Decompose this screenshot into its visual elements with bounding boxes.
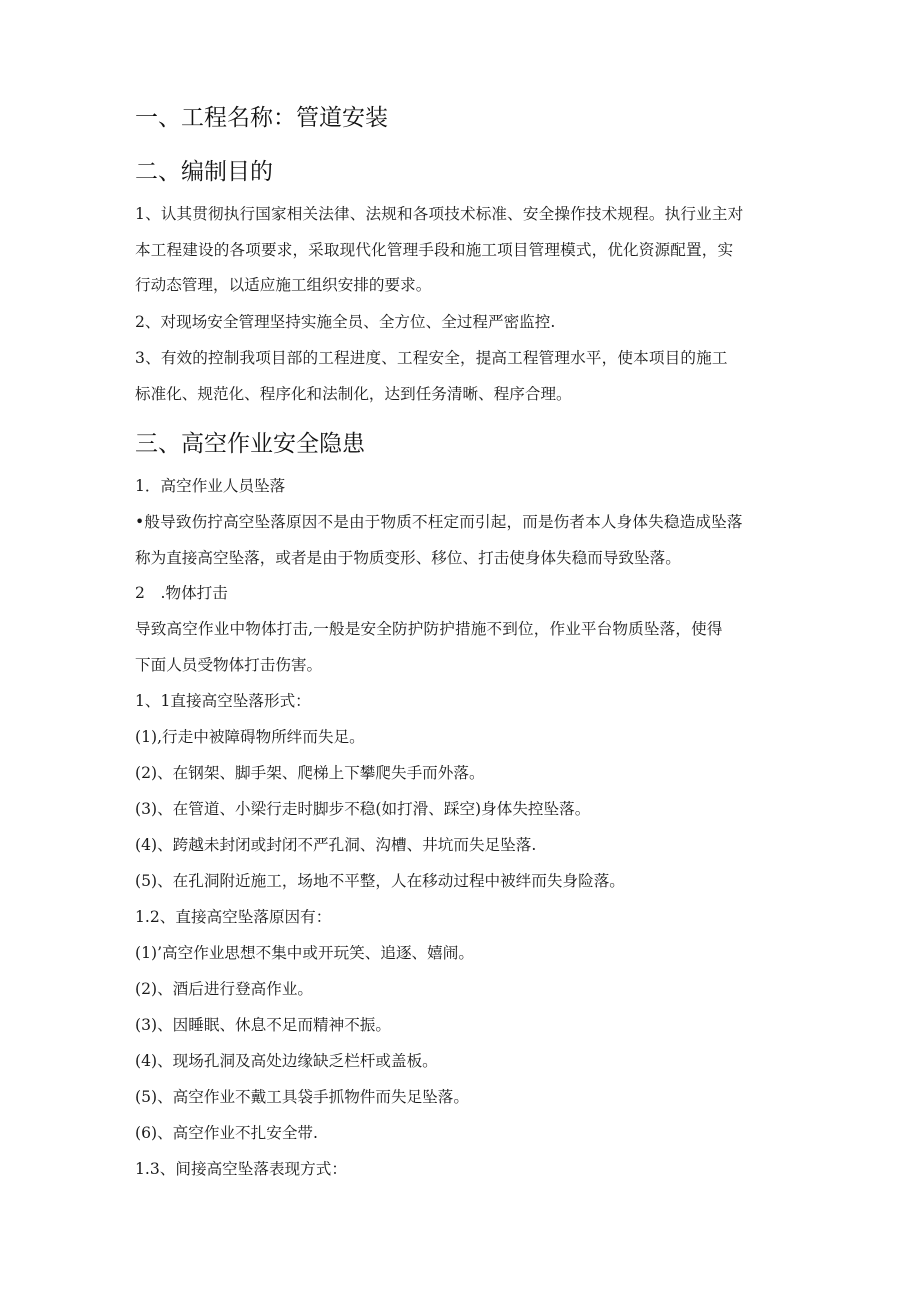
section-heading-project-name: 一、工程名称：管道安装 [135, 105, 388, 131]
list-item: (1),行走中被障碍物所绊而失足。 [135, 728, 365, 746]
list-item: (1)’高空作业思想不集中或开玩笑、追逐、嬉闹。 [135, 944, 474, 962]
list-item: (3)、因睡眠、休息不足而精神不振。 [135, 1016, 391, 1034]
paragraph-line: 下面人员受物体打击伤害。 [135, 656, 323, 674]
list-item: (4)、跨越未封闭或封闭不严孔洞、沟槽、井坑而失足坠落. [135, 836, 537, 854]
paragraph-line: 行动态管理，以适应施工组织安排的要求。 [135, 276, 432, 294]
paragraph-line: •般导致伤拧高空坠落原因不是由于物质不枉定而引起，而是伤者本人身体失稳造成坠落 [135, 513, 743, 531]
subsection-title: 1.2、直接高空坠落原因有： [135, 908, 332, 926]
list-item: (6)、高空作业不扎安全带. [135, 1124, 318, 1142]
list-item: (3)、在管道、小梁行走时脚步不稳(如打滑、踩空)身体失控坠落。 [135, 800, 591, 818]
paragraph-line: 标准化、规范化、程序化和法制化，达到任务清晰、程序合理。 [135, 385, 572, 403]
section-heading-hazards: 三、高空作业安全隐患 [135, 431, 365, 457]
paragraph-line: 3、有效的控制我项目部的工程进度、工程安全，提高工程管理水平，使本项目的施工 [135, 349, 728, 367]
subsection-title: 1．高空作业人员坠落 [135, 477, 286, 495]
list-item: (4)、现场孔洞及高处边缘缺乏栏杆或盖板。 [135, 1052, 438, 1070]
paragraph-line: 1、认其贯彻执行国家相关法律、法规和各项技术标准、安全操作技术规程。执行业主对 [135, 205, 744, 223]
list-item: (2)、在钢架、脚手架、爬梯上下攀爬失手而外落。 [135, 764, 485, 782]
paragraph-line: 导致高空作业中物体打击,一般是安全防护防护措施不到位，作业平台物质坠落，使得 [135, 620, 723, 638]
paragraph-line: 2、对现场安全管理坚持实施全员、全方位、全过程严密监控. [135, 313, 556, 331]
subsection-title: 1.3、间接高空坠落表现方式： [135, 1160, 347, 1178]
section-heading-purpose: 二、编制目的 [135, 159, 273, 185]
subsection-title: 1、1直接高空坠落形式： [135, 692, 311, 710]
subsection-title: 2 .物体打击 [135, 584, 228, 602]
paragraph-line: 本工程建设的各项要求，采取现代化管理手段和施工项目管理模式，优化资源配置，实 [135, 241, 734, 259]
paragraph-line: 称为直接高空坠落，或者是由于物质变形、移位、打击使身体失稳而导致坠落。 [135, 549, 681, 567]
list-item: (5)、高空作业不戴工具袋手抓物件而失足坠落。 [135, 1088, 469, 1106]
list-item: (2)、酒后进行登高作业。 [135, 980, 314, 998]
list-item: (5)、在孔洞附近施工，场地不平整，人在移动过程中被绊而失身险落。 [135, 872, 625, 890]
